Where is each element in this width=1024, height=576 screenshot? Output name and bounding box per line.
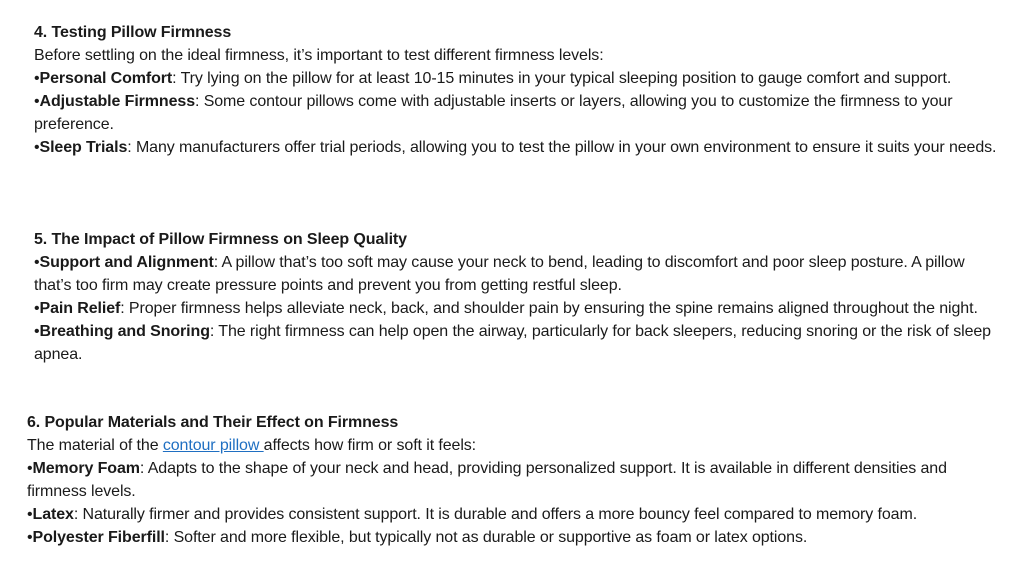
item-text: : Softer and more flexible, but typically not as durable or supportive as foam or latex options. [164, 529, 808, 546]
list-item [34, 67, 1004, 90]
bullet: • [27, 460, 33, 477]
intro-text-before: The material of the [27, 437, 163, 454]
item-term: Memory Foam [32, 460, 140, 477]
item-term: Personal Comfort [39, 70, 173, 87]
bullet: • [34, 254, 40, 271]
item-term: Latex [32, 506, 74, 523]
section-heading: 5. The Impact of Pillow Firmness on Sleep Quality [34, 231, 407, 248]
item-term: Polyester Fiberfill [32, 529, 165, 546]
list-item [27, 526, 1007, 549]
bullet: • [34, 93, 40, 110]
item-text: : The right firmness can help open the airway, particularly for back sleepers, reducing snoring or the risk of sleep apnea. [34, 323, 991, 363]
list-item [34, 90, 1004, 136]
item-term: Breathing and Snoring [39, 323, 210, 340]
item-text: : Adapts to the shape of your neck and head, providing personalized support. It is available in different densities and firmness levels. [27, 460, 947, 500]
section-intro [27, 434, 1007, 457]
item-text: : Many manufacturers offer trial periods, allowing you to test the pillow in your own environment to ensure it suits your needs. [127, 139, 997, 156]
bullet: • [27, 506, 33, 523]
section-intro: Before settling on the ideal firmness, it’s important to test different firmness levels: [34, 47, 604, 64]
bullet: • [34, 323, 40, 340]
bullet: • [27, 529, 33, 546]
item-text: : Try lying on the pillow for at least 10-15 minutes in your typical sleeping position to gauge comfort and support. [172, 70, 952, 87]
list-item [27, 457, 1007, 503]
bullet: • [34, 300, 40, 317]
list-item [34, 136, 1004, 159]
section-sleep-quality [34, 228, 1004, 366]
bullet: • [34, 70, 40, 87]
list-item [34, 320, 1004, 366]
section-heading: 4. Testing Pillow Firmness [34, 24, 232, 41]
list-item [34, 297, 1004, 320]
section-testing-firmness [34, 21, 1004, 159]
bullet: • [34, 139, 40, 156]
section-materials [27, 411, 1007, 549]
intro-text-after: affects how firm or soft it feels: [263, 437, 477, 454]
contour-pillow-link[interactable]: contour pillow [162, 437, 264, 454]
item-term: Adjustable Firmness [39, 93, 195, 110]
section-heading: 6. Popular Materials and Their Effect on Firmness [27, 414, 399, 431]
item-text: : Proper firmness helps alleviate neck, back, and shoulder pain by ensuring the spine remains aligned throughout the night. [120, 300, 978, 317]
list-item [34, 251, 1004, 297]
item-text: : Some contour pillows come with adjustable inserts or layers, allowing you to customize the firmness to your preference. [34, 93, 953, 133]
list-item [27, 503, 1007, 526]
item-term: Sleep Trials [39, 139, 128, 156]
item-text: : A pillow that’s too soft may cause your neck to bend, leading to discomfort and poor sleep posture. A pillow that’s too firm may create pressure points and prevent you from getting restful sleep. [34, 254, 965, 294]
item-text: : Naturally firmer and provides consistent support. It is durable and offers a more bouncy feel compared to memory foam. [73, 506, 918, 523]
item-term: Support and Alignment [39, 254, 214, 271]
item-term: Pain Relief [39, 300, 121, 317]
